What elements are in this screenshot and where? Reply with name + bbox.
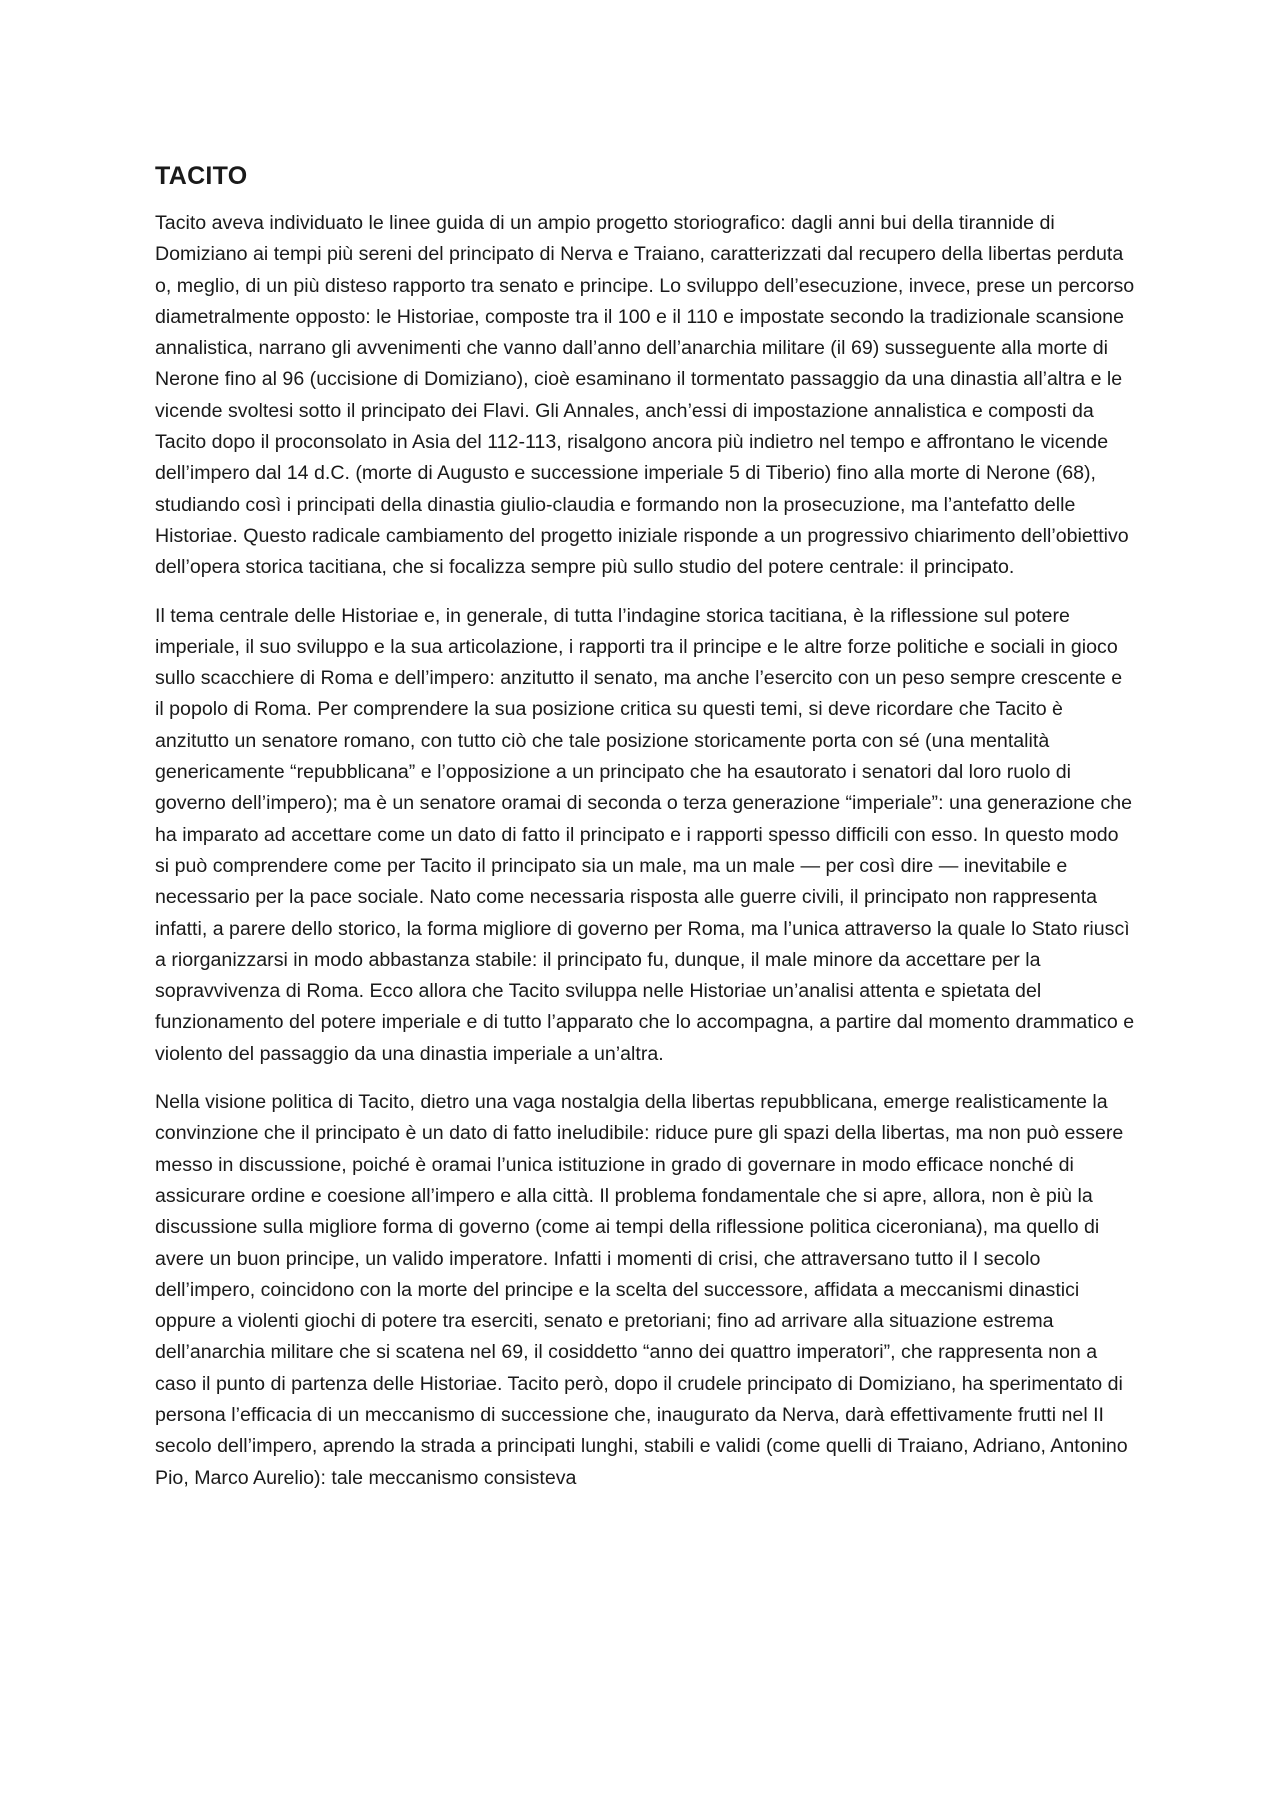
document-body xyxy=(155,158,1135,1511)
page-title: TACITO xyxy=(155,162,248,190)
paragraph-1: Tacito aveva individuato le linee guida di un ampio progetto storiografico: dagli anni bui della tirannide di Domiziano ai tempi più sereni del principato di Nerva e Traiano, caratterizzati dal recupero della libertas perduta o, meglio, di un più disteso rapporto tra senato e principe. Lo sviluppo dell’esecuzione, invece, prese un percorso diametralmente opposto: le Historiae, composte tra il 100 e il 110 e impostate secondo la tradizionale scansione annalistica, narrano gli avvenimenti che vanno dall’anno dell’anarchia militare (il 69) susseguente alla morte di Nerone fino al 96 (uccisione di Domiziano), cioè esaminano il tormentato passaggio da una dinastia all’altra e le vicende svoltesi sotto il principato dei Flavi. Gli Annales, anch’essi di impostazione annalistica e composti da Tacito dopo il proconsolato in Asia del 112-113, risalgono ancora più indietro nel tempo e affrontano le vicende dell’impero dal 14 d.C. (morte di Augusto e successione imperiale 5 di Tiberio) fino alla morte di Nerone (68), studiando così i principati della dinastia giulio-claudia e formando non la prosecuzione, ma l’antefatto delle Historiae. Questo radicale cambiamento del progetto iniziale risponde a un progressivo chiarimento dell’obiettivo dell’opera storica tacitiana, che si focalizza sempre più sullo studio del potere centrale: il principato. xyxy=(155,212,1135,579)
paragraph-3: Nella visione politica di Tacito, dietro una vaga nostalgia della libertas repubblicana, emerge realisticamente la convinzione che il principato è un dato di fatto ineludibile: riduce pure gli spazi della libertas, ma non può essere messo in discussione, poiché è oramai l’unica istituzione in grado di governare in modo efficace nonché di assicurare ordine e coesione all’impero e alla città. Il problema fondamentale che si apre, allora, non è più la discussione sulla migliore forma di governo (come ai tempi della riflessione politica ciceroniana), ma quello di avere un buon principe, un valido imperatore. Infatti i momenti di crisi, che attraversano tutto il I secolo dell’impero, coincidono con la morte del principe e la scelta del successore, affidata a meccanismi dinastici oppure a violenti giochi di potere tra eserciti, senato e pretoriani; fino ad arrivare alla situazione estrema dell’anarchia militare che si scatena nel 69, il cosiddetto “anno dei quattro imperatori”, che rappresenta non a caso il punto di partenza delle Historiae. Tacito però, dopo il crudele principato di Domiziano, ha sperimentato di persona l’efficacia di un meccanismo di successione che, inaugurato da Nerva, darà effettivamente frutti nel II secolo dell’impero, aprendo la strada a principati lunghi, stabili e validi (come quelli di Traiano, Adriano, Antonino Pio, Marco Aurelio): tale meccanismo consisteva xyxy=(155,1091,1128,1489)
paragraph-2: Il tema centrale delle Historiae e, in generale, di tutta l’indagine storica tacitiana, è la riflessione sul potere imperiale, il suo sviluppo e la sua articolazione, i rapporti tra il principe e le altre forze politiche e sociali in gioco sullo scacchiere di Roma e dell’impero: anzitutto il senato, ma anche l’esercito con un peso sempre crescente e il popolo di Roma. Per comprendere la sua posizione critica su questi temi, si deve ricordare che Tacito è anzitutto un senatore romano, con tutto ciò che tale posizione storicamente porta con sé (una mentalità genericamente “repubblicana” e l’opposizione a un principato che ha esautorato i senatori dal loro ruolo di governo dell’impero); ma è un senatore oramai di seconda o terza generazione “imperiale”: una generazione che ha imparato ad accettare come un dato di fatto il principato e i rapporti spesso difficili con esso. In questo modo si può comprendere come per Tacito il principato sia un male, ma un male — per così dire — inevitabile e necessario per la pace sociale. Nato come necessaria risposta alle guerre civili, il principato non rappresenta infatti, a parere dello storico, la forma migliore di governo per Roma, ma l’unica attraverso la quale lo Stato riuscì a riorganizzarsi in modo abbastanza stabile: il principato fu, dunque, il male minore da accettare per la sopravvivenza di Roma. Ecco allora che Tacito sviluppa nelle Historiae un’analisi attenta e spietata del funzionamento del potere imperiale e di tutto l’apparato che lo accompagna, a partire dal momento drammatico e violento del passaggio da una dinastia imperiale a un’altra. xyxy=(155,604,1135,1065)
